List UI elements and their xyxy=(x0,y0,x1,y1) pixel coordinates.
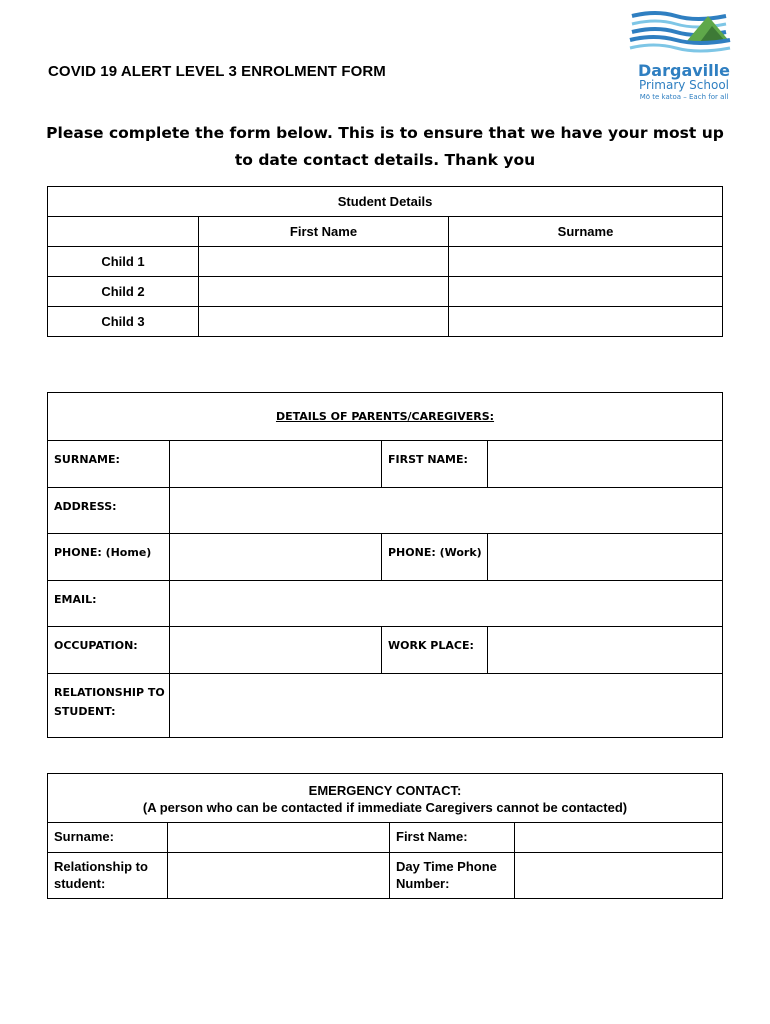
form-title: COVID 19 ALERT LEVEL 3 ENROLMENT FORM xyxy=(48,63,386,80)
child-1-first-name-field[interactable] xyxy=(199,247,449,277)
parents-details-table xyxy=(47,392,723,738)
work-place-label: WORK PLACE: xyxy=(382,627,488,674)
child-2-surname-field[interactable] xyxy=(449,277,723,307)
occupation-field[interactable] xyxy=(170,627,382,674)
emergency-heading xyxy=(48,774,723,823)
emergency-surname-label: Surname: xyxy=(48,823,168,853)
surname-column-header: Surname xyxy=(449,217,723,247)
phone-work-label: PHONE: (Work) xyxy=(382,534,488,581)
student-details-heading: Student Details xyxy=(48,187,723,217)
logo-waves-icon xyxy=(626,10,738,65)
first-name-field[interactable] xyxy=(488,441,723,488)
relationship-label-line-2: STUDENT: xyxy=(54,705,116,718)
table-row xyxy=(48,277,723,307)
work-place-field[interactable] xyxy=(488,627,723,674)
school-logo xyxy=(626,10,738,105)
emergency-phone-line-2: Number: xyxy=(396,876,450,891)
emergency-first-name-field[interactable] xyxy=(515,823,723,853)
child-label: Child 1 xyxy=(48,247,199,277)
parents-heading xyxy=(48,393,723,441)
child-label: Child 2 xyxy=(48,277,199,307)
empty-header-cell xyxy=(48,217,199,247)
first-name-column-header: First Name xyxy=(199,217,449,247)
address-field[interactable] xyxy=(170,488,723,534)
emergency-first-name-label: First Name: xyxy=(390,823,515,853)
emergency-phone-line-1: Day Time Phone xyxy=(396,859,497,874)
emergency-surname-field[interactable] xyxy=(168,823,390,853)
relationship-label xyxy=(48,674,170,738)
intro-line-2: to date contact details. Thank you xyxy=(234,151,536,169)
email-label: EMAIL: xyxy=(48,581,170,627)
emergency-phone-field[interactable] xyxy=(515,853,723,899)
phone-work-field[interactable] xyxy=(488,534,723,581)
relationship-label-line-1: RELATIONSHIP TO xyxy=(54,686,165,699)
child-2-first-name-field[interactable] xyxy=(199,277,449,307)
emergency-relationship-label xyxy=(48,853,168,899)
child-1-surname-field[interactable] xyxy=(449,247,723,277)
first-name-label: FIRST NAME: xyxy=(382,441,488,488)
logo-school: Primary School xyxy=(638,78,730,92)
intro-line-1: Please complete the form below. This is to ensure that we have your most up xyxy=(46,124,724,142)
emergency-subheading-text: (A person who can be contacted if immediate Caregivers cannot be contacted) xyxy=(142,800,628,815)
logo-name: Dargaville xyxy=(638,61,730,80)
logo-motto: Mō te katoa – Each for all xyxy=(639,93,729,101)
surname-field[interactable] xyxy=(170,441,382,488)
relationship-field[interactable] xyxy=(170,674,723,738)
child-3-surname-field[interactable] xyxy=(449,307,723,337)
emergency-contact-table xyxy=(47,773,723,899)
emergency-heading-text: EMERGENCY CONTACT: xyxy=(308,783,462,798)
email-field[interactable] xyxy=(170,581,723,627)
table-row xyxy=(48,307,723,337)
emergency-relationship-line-2: student: xyxy=(54,876,106,891)
table-row xyxy=(48,247,723,277)
child-3-first-name-field[interactable] xyxy=(199,307,449,337)
emergency-relationship-field[interactable] xyxy=(168,853,390,899)
emergency-phone-label xyxy=(390,853,515,899)
phone-home-field[interactable] xyxy=(170,534,382,581)
student-details-table xyxy=(47,186,723,337)
emergency-relationship-line-1: Relationship to xyxy=(54,859,148,874)
phone-home-label: PHONE: (Home) xyxy=(48,534,170,581)
parents-heading-text: DETAILS OF PARENTS/CAREGIVERS: xyxy=(275,410,495,423)
child-label: Child 3 xyxy=(48,307,199,337)
address-label: ADDRESS: xyxy=(48,488,170,534)
occupation-label: OCCUPATION: xyxy=(48,627,170,674)
surname-label: SURNAME: xyxy=(48,441,170,488)
intro-text xyxy=(40,120,730,174)
